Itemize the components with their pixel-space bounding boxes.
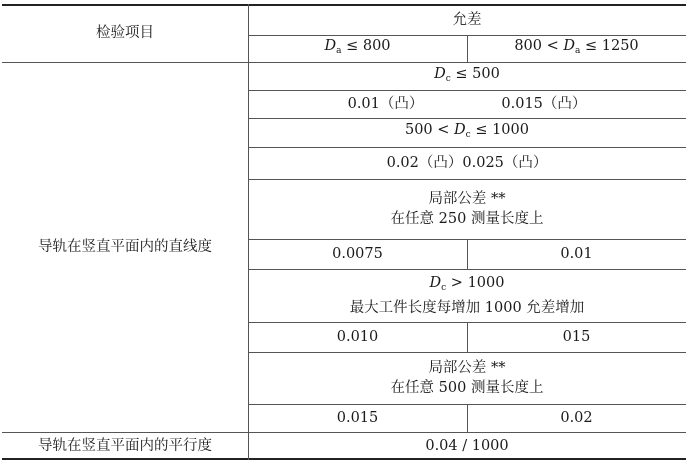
col2-condition-text: $800 < D_a \le 1250$	[514, 38, 639, 56]
col1-condition-text: $D_a \le 800$	[324, 38, 391, 56]
condition-dc-1000-text: $500 < D_c \le 1000$	[404, 122, 529, 140]
value-c1: 0.0075	[332, 246, 383, 262]
condition-dc-500-text: $D_c \le 500$	[434, 65, 500, 84]
value-d1: 0.010	[336, 329, 379, 345]
local-tolerance-250-line2: 在任意 250 测量长度上	[390, 211, 544, 227]
value-e1-cell	[248, 404, 467, 432]
value-a2: 0.015（凸）	[501, 96, 587, 112]
tolerance-header	[248, 4, 686, 35]
local-tolerance-250-line1: 局部公差 **	[428, 191, 506, 207]
column-1-condition	[248, 35, 467, 62]
local-tolerance-500-line1: 局部公差 **	[428, 360, 506, 376]
item-header-label: 检验项目	[96, 25, 154, 41]
item-header	[2, 4, 248, 62]
value-a1: 0.01（凸）	[347, 96, 424, 112]
straightness-label-cell	[2, 62, 248, 432]
values-dc-500	[248, 90, 686, 118]
value-e1: 0.015	[336, 410, 379, 426]
value-d1-cell	[248, 322, 467, 352]
value-d2-cell	[467, 322, 686, 352]
local-tolerance-500	[248, 352, 686, 404]
tolerance-table	[2, 4, 686, 460]
parallelism-label: 导轨在竖直平面内的平行度	[38, 437, 212, 454]
parallelism-value-cell	[248, 432, 686, 459]
value-b: 0.02（凸）0.025（凸）	[386, 155, 548, 171]
condition-dc-1000	[248, 118, 686, 147]
straightness-label: 导轨在竖直平面内的直线度	[38, 239, 212, 255]
parallelism-value: 0.04 / 1000	[425, 437, 509, 454]
value-e2-cell	[467, 404, 686, 432]
local-tolerance-250	[248, 179, 686, 239]
parallelism-label-cell	[2, 432, 248, 459]
column-2-condition	[467, 35, 686, 62]
value-c2: 0.01	[560, 246, 593, 262]
tolerance-header-label: 允差	[452, 11, 482, 28]
value-c1-cell	[248, 239, 467, 269]
condition-dc-over-1000	[248, 269, 686, 322]
condition-dc-over-1000-line2: 最大工件长度每增加 1000 允差增加	[349, 300, 585, 316]
condition-dc-500	[248, 62, 686, 90]
values-dc-1000	[248, 147, 686, 179]
value-d2: 015	[562, 329, 591, 345]
local-tolerance-500-line2: 在任意 500 测量长度上	[390, 380, 544, 396]
value-e2: 0.02	[560, 410, 593, 426]
value-c2-cell	[467, 239, 686, 269]
condition-dc-over-1000-line1: $D_c > 1000$	[429, 275, 505, 293]
